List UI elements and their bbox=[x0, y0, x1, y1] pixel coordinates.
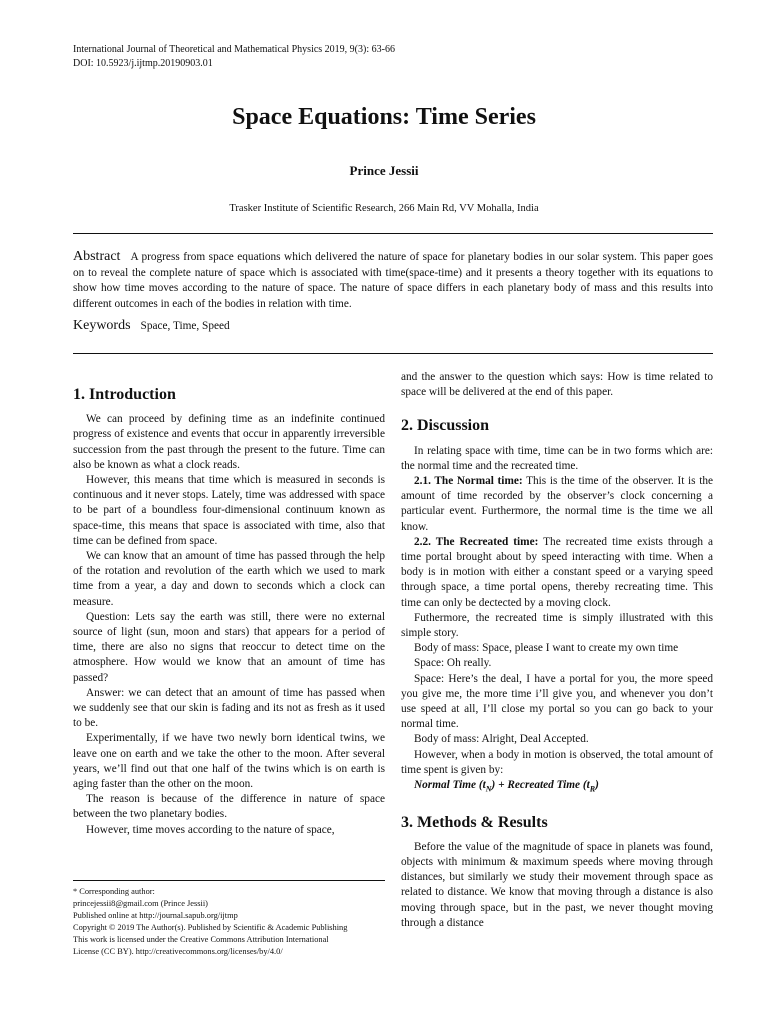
abstract-label: Abstract bbox=[73, 249, 121, 264]
paragraph: However, when a body in motion is observed, the total amount of time spent is given by: bbox=[401, 748, 713, 776]
keywords-text: Space, Time, Speed bbox=[140, 320, 230, 332]
journal-citation: International Journal of Theoretical and Mathematical Physics 2019, 9(3): 63-66 bbox=[73, 44, 395, 55]
paragraph: In relating space with time, time can be in two forms which are: the normal time and the recreated time. bbox=[401, 444, 713, 472]
section-heading-methods: 3. Methods & Results bbox=[401, 813, 548, 831]
paragraph: We can proceed by defining time as an indefinite continued progress of existence and events that occur in apparently irreversible succession from the past through the present to the future. Time can also be known as what a clock reads. bbox=[73, 413, 385, 471]
footnote-line: This work is licensed under the Creative Commons Attribution International bbox=[73, 935, 329, 944]
dialogue-line: Body of mass: Space, please I want to create my own time bbox=[414, 642, 679, 655]
dialogue-line: Body of mass: Alright, Deal Accepted. bbox=[414, 733, 589, 746]
journal-header bbox=[73, 43, 395, 71]
formula-total-time: Normal Time $(t_N)$ + Recreated Time $(t_R)$ bbox=[414, 779, 599, 794]
section-heading-introduction: 1. Introduction bbox=[73, 386, 176, 403]
paragraph: Futhermore, the recreated time is simply illustrated with this simple story. bbox=[401, 611, 713, 640]
keywords bbox=[73, 318, 230, 334]
footnote-line: Published online at http://journal.sapub.org/ijtmp bbox=[73, 911, 238, 920]
dialogue-line: Space: Oh really. bbox=[414, 657, 492, 670]
paragraph: Before the value of the magnitude of space in planets was found, objects with minimum & maximum speeds where moving through distances, but similarly we study their movement through space as related to distance. We know that moving through a distance is also moving through space, but in the past, we never thought moving through a distance bbox=[401, 840, 713, 929]
normal-time-label: 2.1. The Normal time: bbox=[414, 475, 523, 488]
left-column bbox=[73, 370, 385, 838]
paragraph: Experimentally, if we have two newly born identical twins, we leave one on earth and we take the other to the moon. After several years, we’ll find out that one half of the twins which is on earth is aging faster than the other on the moon. bbox=[73, 732, 385, 791]
footnote-divider bbox=[73, 880, 385, 881]
divider-top bbox=[73, 233, 713, 234]
dialogue-line: Space: Here’s the deal, I have a portal for you, the more speed you give me, the more time i’ll give you, and whenever you don’t use speed at all, I’ll close my portal so you can go back to your normal time. bbox=[401, 672, 713, 731]
divider-bottom bbox=[73, 353, 713, 354]
doi: DOI: 10.5923/j.ijtmp.20190903.01 bbox=[73, 58, 213, 69]
right-column bbox=[401, 370, 713, 931]
abstract bbox=[73, 249, 713, 312]
footnotes bbox=[73, 886, 393, 958]
paragraph-continuation: and the answer to the question which says: How is time related to space will be delivered at the end of this paper. bbox=[401, 371, 713, 399]
footnote-line: * Corresponding author: bbox=[73, 887, 155, 896]
paper-title: Space Equations: Time Series bbox=[232, 104, 536, 130]
paragraph: Answer: we can detect that an amount of time has passed when we suddenly see that our skin is fading and its not as fresh as it used to be. bbox=[73, 686, 385, 730]
paragraph: The reason is because of the difference in nature of space between the two planetary bodies. bbox=[73, 793, 385, 821]
abstract-text: A progress from space equations which delivered the nature of space for planetary bodies in our solar system. This paper goes on to reveal the complete nature of space which is associated with time(space-time) and it presents a theory together with its equations to show how time moves according to the nature of space. The nature of space differs in each planetary body of mass and this results into different outcomes in each of the bodies in relation with time. bbox=[73, 251, 713, 310]
footnote-line: License (CC BY). http://creativecommons.org/licenses/by/4.0/ bbox=[73, 947, 283, 956]
section-heading-discussion: 2. Discussion bbox=[401, 417, 490, 435]
recreated-time-label: 2.2. The Recreated time: bbox=[414, 535, 539, 548]
recreated-time-paragraph: 2.2. The Recreated time: The recreated time exists through a time portal brought about by speed interacting with time. When a body is in motion with either a constant speed or a varying speed through space, a time portal opens, thereby recreating time. This time can only be dectected by a moving clock. bbox=[401, 535, 714, 609]
paragraph: We can know that an amount of time has passed through the help of the rotation and revolution of the earth which we used to mark time from a year, a day and down to seconds which a clock can measure. bbox=[73, 550, 385, 608]
footnote-line: princejessii8@gmail.com (Prince Jessii) bbox=[73, 899, 208, 908]
author-name: Prince Jessii bbox=[349, 163, 419, 178]
keywords-label: Keywords bbox=[73, 318, 131, 333]
paragraph: However, time moves according to the nature of space, bbox=[86, 823, 335, 836]
paragraph: However, this means that time which is measured in seconds is continuous and it never stops. Lately, time was addressed with space to be part of a boundless four-dimensional continuum known as space-time, this means that space is associated with time, also that time can be defined from space. bbox=[73, 474, 385, 547]
footnote-line: Copyright © 2019 The Author(s). Published by Scientific & Academic Publishing bbox=[73, 923, 348, 932]
paragraph: Question: Lets say the earth was still, there were no external source of light (sun, moon and stars) that appears for a period of time, there are also no signs that reoccur to detect time on the atmosphere. How would we know that an amount of time has passed? bbox=[73, 610, 385, 684]
normal-time-paragraph: 2.1. The Normal time: This is the time of the observer. It is the amount of time recorded by the observer’s clock concerning a particular event. Furthermore, the normal time is the time we all know. bbox=[401, 475, 713, 533]
affiliation: Trasker Institute of Scientific Research, 266 Main Rd, VV Mohalla, India bbox=[229, 203, 539, 214]
